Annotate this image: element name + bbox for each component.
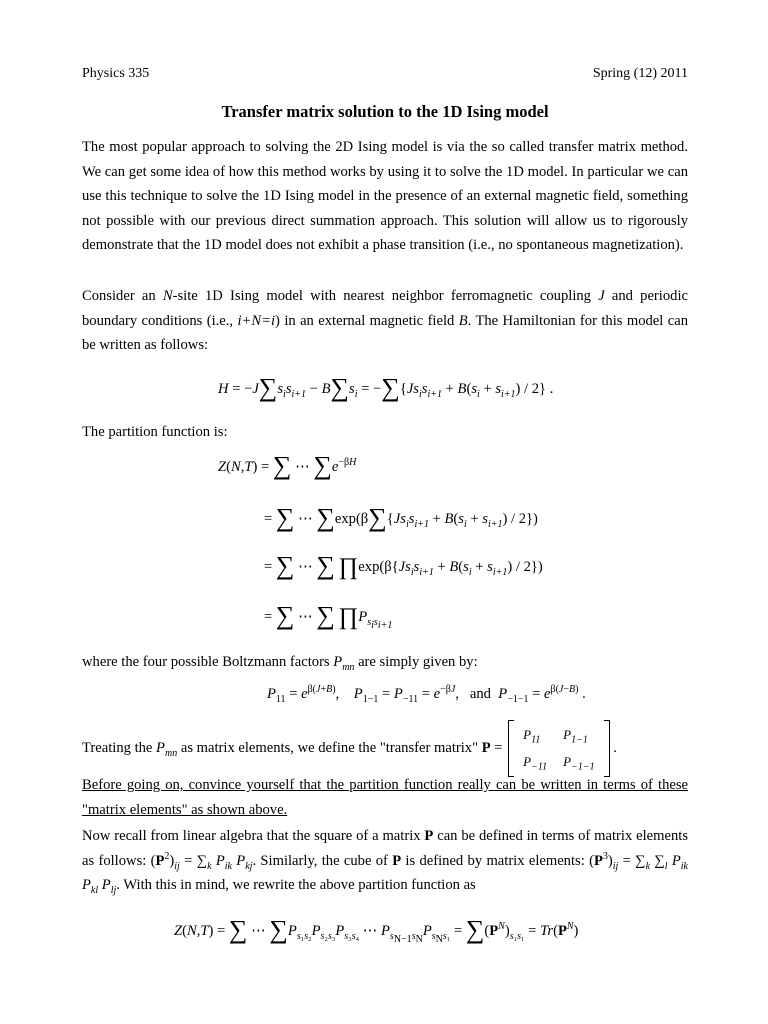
partition-line-4: = ∑ ⋯ ∑ $\prod P_{s_is_{i+1}}$	[264, 601, 393, 631]
partition-line-2: = ∑ ⋯ $\sum\exp(\beta\sum\{Js_is_{i+1} + B(s_i + s_{i+1}) / 2\})$	[264, 503, 538, 532]
partition-line-3: = ∑ ⋯ ∑ $\prod\exp(\beta\{Js_is_{i+1} + B(s_i + s_{i+1}) / 2\})$	[264, 551, 543, 580]
page-header	[82, 66, 688, 86]
trace-equation: Z(N,T) = ∑ ⋯ $\sum P_{s_1s_2}P_{s_2s_3}P_{s_3s_4}$ ⋯ $P_{s_{N-1}s_N}P_{s_Ns_1} = \sum(P^N)_{s_1s_1} = Tr(P^N)$	[174, 915, 579, 945]
intro-paragraph: The most popular approach to solving the 2D Ising model is via the so called transfer matrix method. We can get some idea of how this method works by using it to solve the 1D model. In particular we can use this technique to solve the 1D Ising model in the presence of an external magnetic field, something not possible with our previous direct summation approach. This solution will allow us to rigorously demonstrate that the 1D model does not exhibit a phase transition (i.e., no spontaneous magnetization).	[82, 139, 688, 253]
document-title: Transfer matrix solution to the 1D Ising model	[221, 102, 549, 121]
linear-algebra-paragraph: Now recall from linear algebra that the square of a matrix P can be defined in terms of matrix elements as follows: $(P^2)_{ij} = \sum_k$ $P_{ik}$ $P_{kj}$. Similarly, the cube of P is defined by matrix elements: $(P^3)_{ij} = \sum_k$ $\sum_l$ $P_{ik}$ $P_{kl}$ $P_{lj}$. With this in mind, we rewrite the above partition function as	[82, 828, 688, 896]
boltzmann-factors-equation: $P_{11} = e^{\beta(J+B)}$, $P_{1-1} = P_{-11} = e^{-\beta J}$, and $P_{-1-1} = e^{\beta(J-B)}$ .	[267, 684, 586, 705]
transfer-matrix-paragraph: Treating the $P_{mn}$ as matrix elements, we define the "transfer matrix" P = $P_{11}$ $P_{1-1}$ $P_{-11}$ $P_{-1-1}$ .	[82, 720, 688, 777]
model-paragraph: Consider an N-site 1D Ising model with nearest neighbor ferromagnetic coupling J and periodic boundary conditions (i.e., i+N=i) in an external magnetic field B. The Hamiltonian for this model can be written as follows:	[82, 288, 688, 353]
hamiltonian-equation: $H = -J\sum s_is_{i+1} - B\sum s_i = -\sum\{Js_is_{i+1} + B(s_i + s_{i+1}) / 2\}$ .	[218, 373, 554, 402]
course-label: Physics 335	[82, 66, 150, 81]
convince-note: Before going on, convince yourself that the partition function really can be written in terms of these "matrix elements" as shown above.	[82, 777, 688, 818]
partition-intro: The partition function is:	[82, 424, 228, 440]
transfer-matrix: $P_{11}$ $P_{1-1}$ $P_{-11}$ $P_{-1-1}$	[508, 720, 609, 777]
partition-line-1: Z(N,T) = ∑ ⋯ $\sum e^{-\beta H}$	[218, 451, 357, 480]
term-label: Spring (12) 2011	[592, 66, 688, 81]
boltzmann-paragraph: where the four possible Boltzmann factors $P_{mn}$ are simply given by:	[82, 654, 478, 673]
